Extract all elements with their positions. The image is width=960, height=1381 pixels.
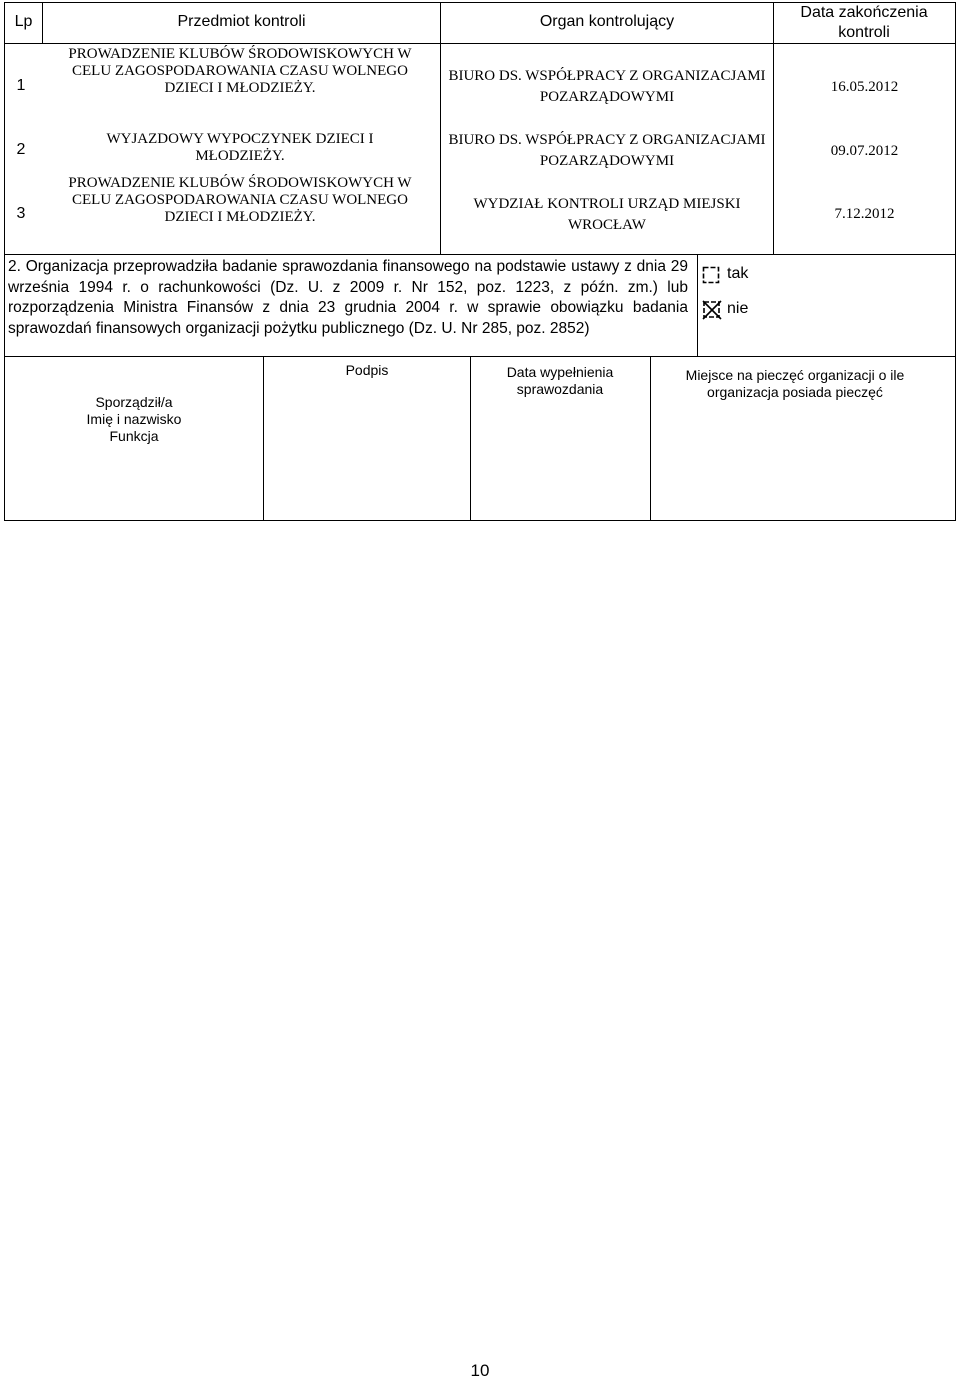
signature-divider-3 bbox=[650, 357, 651, 521]
page-number: 10 bbox=[470, 1361, 490, 1380]
signature-divider-2 bbox=[470, 357, 471, 521]
row-3-lp: 3 bbox=[16, 205, 26, 222]
row-1-lp: 1 bbox=[16, 77, 26, 94]
row-2-organ: BIURO DS. WSPÓŁPRACY Z ORGANIZACJAMI POZARZĄDOWYMI bbox=[448, 132, 766, 169]
table-header-divider bbox=[4, 43, 956, 44]
audit-statement bbox=[8, 257, 688, 339]
prepared-by-label: Sporządził/a bbox=[95, 394, 173, 410]
checkbox-nie[interactable] bbox=[702, 300, 722, 320]
function-label: Funkcja bbox=[109, 428, 159, 444]
row-2-lp: 2 bbox=[16, 141, 26, 158]
date-filled-label: Data wypełnienia sprawozdania bbox=[506, 364, 614, 397]
header-organ: Organ kontrolujący bbox=[539, 13, 675, 30]
name-label: Imię i nazwisko bbox=[86, 411, 182, 427]
statement-bottom bbox=[4, 356, 956, 357]
row-3-organ: WYDZIAŁ KONTROLI URZĄD MIEJSKI WROCŁAW bbox=[473, 196, 741, 233]
row-2-date: 09.07.2012 bbox=[830, 143, 899, 159]
audit-statement-text: 2. Organizacja przeprowadziła badanie sprawozdania finansowego na podstawie ustawy z dnia 29 września 1994 r. o rachunkowości (Dz. U. z 2009 r. Nr 152, poz. 1223, z późn. zm.) lub rozporządzenia Ministra Finansów z dnia 23 grudnia 2004 r. w sprawie obowiązku badania sprawozdań finansowych organizacji pożytku publicznego (Dz. U. Nr 285, poz. 2852) bbox=[8, 258, 688, 337]
checkbox-tak[interactable] bbox=[702, 266, 720, 284]
row-2-subject: WYJAZDOWY WYPOCZYNEK DZIECI I MŁODZIEŻY. bbox=[106, 131, 374, 164]
header-lp: Lp bbox=[14, 13, 33, 30]
statement-divider bbox=[697, 255, 698, 356]
row-1-organ: BIURO DS. WSPÓŁPRACY Z ORGANIZACJAMI POZARZĄDOWYMI bbox=[448, 68, 766, 105]
row-3-date: 7.12.2012 bbox=[834, 206, 895, 222]
row-3-subject: PROWADZENIE KLUBÓW ŚRODOWISKOWYCH W CELU ZAGOSPODAROWANIA CZASU WOLNEGO DZIECI I MŁODZIEŻY. bbox=[68, 175, 412, 225]
table-bottom-border bbox=[4, 520, 956, 521]
table-rows-bottom bbox=[4, 254, 956, 255]
row-1-subject: PROWADZENIE KLUBÓW ŚRODOWISKOWYCH W CELU ZAGOSPODAROWANIA CZASU WOLNEGO DZIECI I MŁODZIEŻY. bbox=[68, 46, 412, 96]
checkbox-nie-label: nie bbox=[727, 300, 749, 317]
stamp-label: Miejsce na pieczęć organizacji o ile organizacja posiada pieczęć bbox=[685, 367, 905, 400]
signature-divider-1 bbox=[263, 357, 264, 521]
checkbox-tak-label: tak bbox=[727, 265, 749, 282]
row-1-date: 16.05.2012 bbox=[830, 79, 899, 95]
signature-label: Podpis bbox=[345, 362, 389, 378]
header-date: Data zakończenia kontroli bbox=[800, 4, 928, 41]
header-subject: Przedmiot kontroli bbox=[177, 13, 306, 30]
table-right-border bbox=[955, 2, 956, 521]
